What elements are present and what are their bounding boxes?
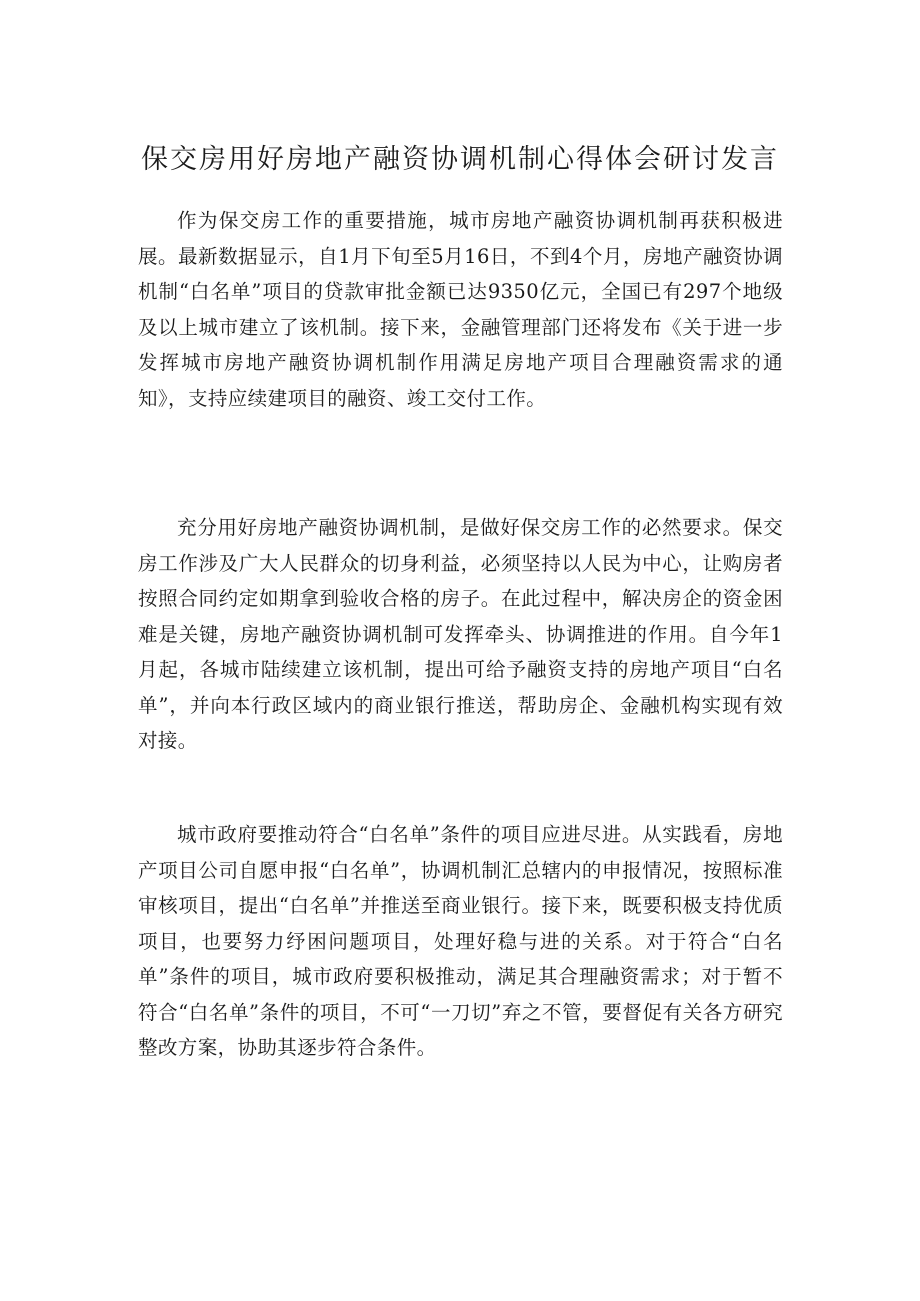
document-body-2 xyxy=(138,510,783,759)
document-body-3 xyxy=(138,817,783,1066)
paragraph-3: 城市政府要推动符合“白名单”条件的项目应进尽进。从实践看，房地产项目公司自愿申报“白名单”，协调机制汇总辖内的申报情况，按照标准审核项目，提出“白名单”并推送至商业银行。接下来，既要积极支持优质项目，也要努力纾困问题项目，处理好稳与进的关系。对于符合“白名单”条件的项目，城市政府要积极推动，满足其合理融资需求；对于暂不符合“白名单”条件的项目，不可“一刀切”弃之不管，要督促有关各方研究整改方案，协助其逐步符合条件。 xyxy=(138,823,783,1059)
document-title: 保交房用好房地产融资协调机制心得体会研讨发言 xyxy=(141,144,779,175)
document-body xyxy=(138,203,783,416)
paragraph-1: 作为保交房工作的重要措施，城市房地产融资协调机制再获积极进展。最新数据显示，自1月下旬至5月16日，不到4个月，房地产融资协调机制“白名单”项目的贷款审批金额已达9350亿元，全国已有297个地级及以上城市建立了该机制。接下来，金融管理部门还将发布《关于进一步发挥城市房地产融资协调机制作用满足房地产项目合理融资需求的通知》，支持应续建项目的融资、竣工交付工作。 xyxy=(138,209,783,410)
paragraph-2: 充分用好房地产融资协调机制，是做好保交房工作的必然要求。保交房工作涉及广大人民群众的切身利益，必须坚持以人民为中心，让购房者按照合同约定如期拿到验收合格的房子。在此过程中，解决房企的资金困难是关键，房地产融资协调机制可发挥牵头、协调推进的作用。自今年1月起，各城市陆续建立该机制，提出可给予融资支持的房地产项目“白名单”，并向本行政区域内的商业银行推送，帮助房企、金融机构实现有效对接。 xyxy=(138,516,783,752)
